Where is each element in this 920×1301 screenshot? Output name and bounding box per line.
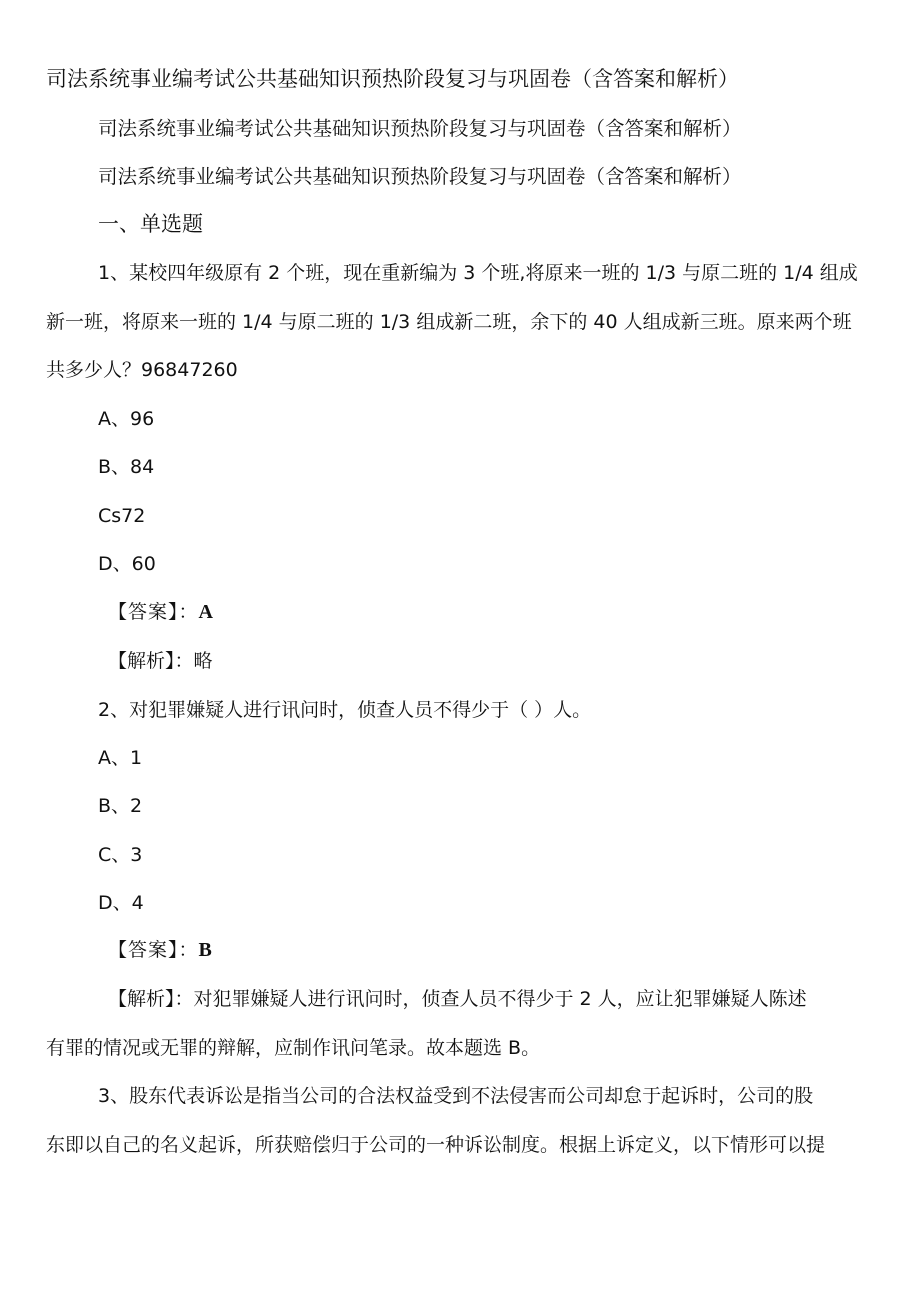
question-2-analysis: 有罪的情况或无罪的辩解，应制作讯问笔录。故本题选 B。 [46,1037,541,1059]
document-subtitle: 司法系统事业编考试公共基础知识预热阶段复习与巩固卷（含答案和解析） [98,165,742,188]
question-1-stem: 共多少人？96847260 [46,359,238,381]
question-1-option-c: Cs72 [98,505,146,527]
question-1-stem: 新一班，将原来一班的 1/4 与原二班的 1/3 组成新二班，余下的 40 人组成新三班。原来两个班 [46,311,852,333]
question-3-stem: 3、股东代表诉讼是指当公司的合法权益受到不法侵害而公司却怠于起诉时，公司的股 [98,1085,814,1107]
question-2-answer [108,937,212,963]
question-2-option-b: B、2 [98,795,143,817]
answer-label: 【答案】： [108,939,199,961]
question-1-answer [108,599,213,625]
question-2-stem: 2、对犯罪嫌疑人进行讯问时，侦查人员不得少于（ ）人。 [98,699,592,721]
answer-label: 【答案】： [108,601,199,623]
section-heading: 一、单选题 [98,212,203,236]
answer-value: A [198,601,213,623]
question-2-option-d: D、4 [98,892,144,914]
question-1-option-b: B、84 [98,456,155,478]
question-1-analysis: 【解析】：略 [108,650,213,672]
document-subtitle: 司法系统事业编考试公共基础知识预热阶段复习与巩固卷（含答案和解析） [98,117,742,140]
answer-value: B [198,939,212,961]
question-1-option-d: D、60 [98,553,156,575]
document-title: 司法系统事业编考试公共基础知识预热阶段复习与巩固卷（含答案和解析） [46,67,739,91]
question-3-stem: 东即以自己的名义起诉，所获赔偿归于公司的一种诉讼制度。根据上诉定义，以下情形可以提 [46,1134,826,1156]
question-2-analysis: 【解析】：对犯罪嫌疑人进行讯问时，侦查人员不得少于 2 人，应让犯罪嫌疑人陈述 [108,988,807,1010]
question-1-stem: 1、某校四年级原有 2 个班，现在重新编为 3 个班,将原来一班的 1/3 与原二班的 1/4 组成 [98,262,858,284]
question-2-option-a: A、1 [98,747,143,769]
question-2-option-c: C、3 [98,844,143,866]
question-1-option-a: A、96 [98,408,155,430]
